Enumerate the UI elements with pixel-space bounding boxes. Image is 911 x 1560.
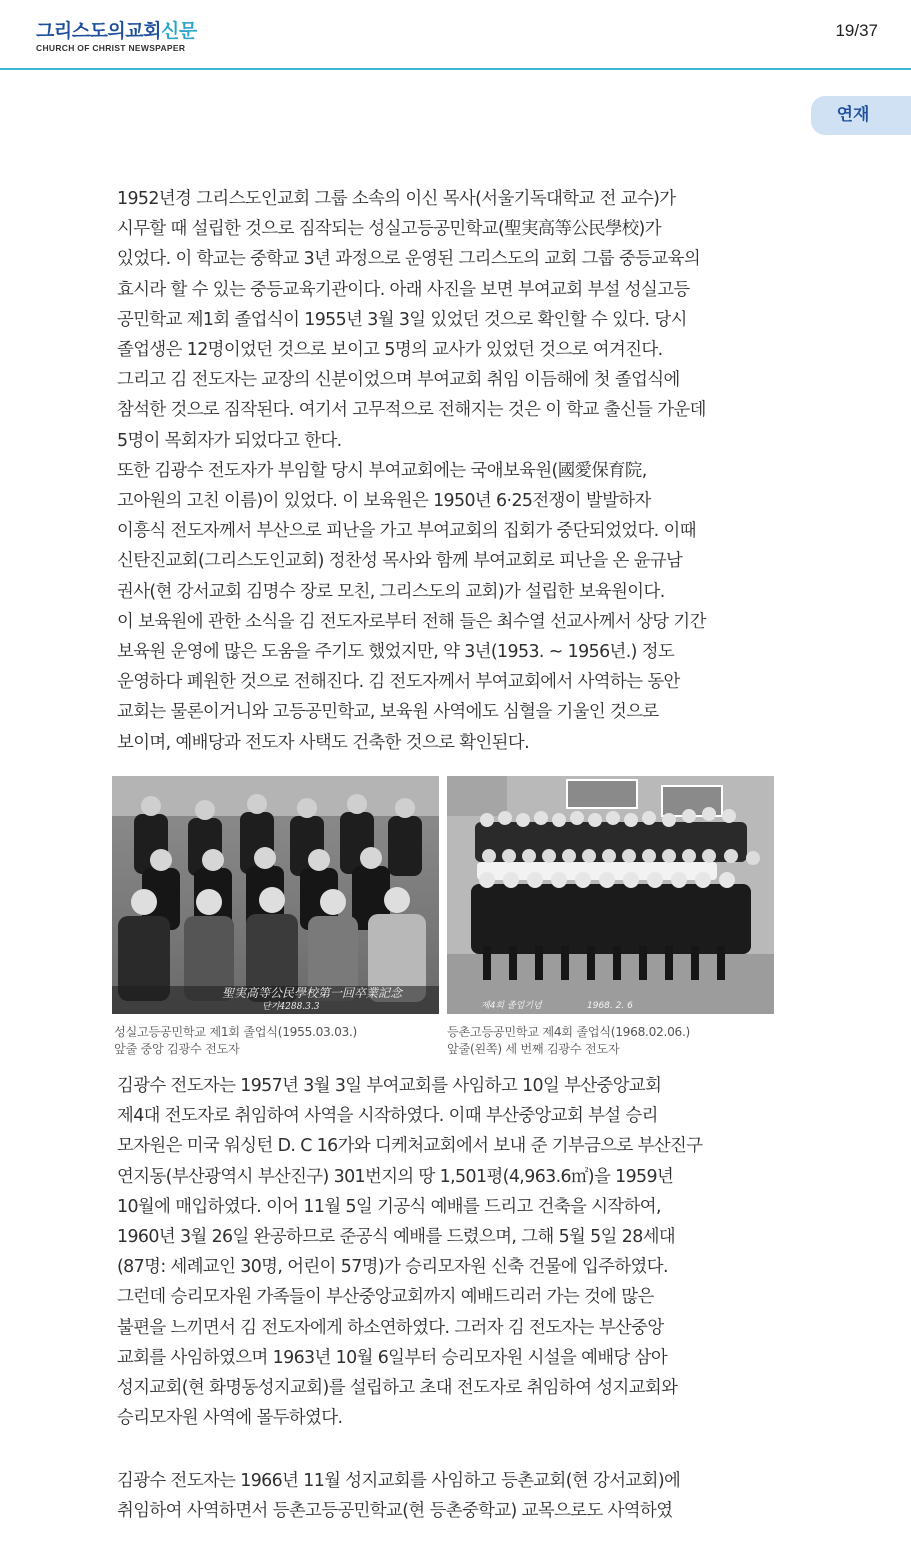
text-line: 보이며, 예배당과 전도자 사택도 건축한 것으로 확인된다.: [117, 732, 530, 753]
text-line: 보육원 운영에 많은 도움을 주기도 했었지만, 약 3년(1953. ~ 1956년.) 정도: [117, 642, 675, 663]
text-line: (87명: 세례교인 30명, 어린이 57명)가 승리모자원 신축 건물에 입주하였다.: [117, 1257, 668, 1278]
photo-1968-inscription: 제4회 졸업기념: [481, 1001, 542, 1011]
text-line: 이흥식 전도자께서 부산으로 피난을 가고 부여교회의 집회가 중단되었었다. 이때: [117, 521, 696, 542]
text-line: 그리고 김 전도자는 교장의 신분이었으며 부여교회 취임 이듬해에 첫 졸업식에: [117, 370, 680, 391]
logo-title-part1: 그리스도의교회: [36, 20, 161, 42]
text-line: 신탄진교회(그리스도인교회) 정찬성 목사와 함께 부여교회로 피난을 온 윤규남: [117, 551, 683, 572]
article-paragraph-2: [117, 1071, 807, 1433]
photo-1968-inscription-date: 1968. 2. 6: [587, 1001, 633, 1011]
text-line: 연지동(부산광역시 부산진구) 301번지의 땅 1,501평(4,963.6㎡)을 1959년: [117, 1166, 674, 1187]
text-line: 이 보육원에 관한 소식을 김 전도자로부터 전해 들은 최수열 선교사께서 상당 기간: [117, 611, 706, 632]
text-line: 불편을 느끼면서 김 전도자에게 하소연하였다. 그러자 김 전도자는 부산중앙: [117, 1317, 664, 1338]
text-line: 고아원의 고친 이름)이 있었다. 이 보육원은 1950년 6·25전쟁이 발발하자: [117, 491, 651, 512]
text-line: 제4대 전도자로 취임하여 사역을 시작하였다. 이때 부산중앙교회 부설 승리: [117, 1106, 658, 1127]
text-line: 교회는 물론이거니와 고등공민학교, 보육원 사역에도 심혈을 기울인 것으로: [117, 702, 659, 723]
photo-1955-caption: [114, 1024, 357, 1058]
text-line: 김광수 전도자는 1966년 11월 성지교회를 사임하고 등촌교회(현 강서교회)에: [117, 1471, 681, 1491]
caption-line: 앞줄 중앙 김광수 전도자: [114, 1042, 240, 1056]
text-line: 교회를 사임하였으며 1963년 10월 6일부터 승리모자원 시설을 예배당 삼아: [117, 1347, 668, 1368]
graduation-photo-1968: [447, 776, 774, 1014]
photo-1968-caption: [447, 1024, 690, 1058]
text-line: 성지교회(현 화명동성지교회)를 설립하고 초대 전도자로 취임하여 성지교회와: [117, 1378, 678, 1399]
page-header: [0, 0, 911, 70]
page-number: 19/37: [835, 21, 878, 40]
text-line: 참석한 것으로 짐작된다. 여기서 고무적으로 전해지는 것은 이 학교 출신들 가운데: [117, 400, 706, 421]
photo-1955-inscription-date: 단기4288.3.3: [262, 1002, 320, 1012]
text-line: 졸업생은 12명이었던 것으로 보이고 5명의 교사가 있었던 것으로 여겨진다.: [117, 340, 663, 361]
photo-1955-inscription: 聖実高等公民學校第一回卒業記念: [222, 986, 403, 1000]
photo-1968-drawing: [447, 776, 774, 1014]
text-line: 김광수 전도자는 1957년 3월 3일 부여교회를 사임하고 10일 부산중앙교회: [117, 1076, 662, 1096]
text-line: 또한 김광수 전도자가 부임할 당시 부여교회에는 국애보육원(國愛保育院,: [117, 460, 647, 481]
text-line: 공민학교 제1회 졸업식이 1955년 3월 3일 있었던 것으로 확인할 수 있다. 당시: [117, 309, 687, 330]
text-line: 시무할 때 설립한 것으로 짐작되는 성실고등공민학교(聖実高等公民學校)가: [117, 219, 661, 240]
section-tag: 연재: [811, 96, 911, 135]
logo-subtitle: CHURCH OF CHRIST NEWSPAPER: [36, 43, 186, 53]
text-line: 1952년경 그리스도인교회 그룹 소속의 이신 목사(서울기독대학교 전 교수)가: [117, 189, 676, 209]
text-line: 1960년 3월 26일 완공하므로 준공식 예배를 드렸으며, 그해 5월 5일 28세대: [117, 1227, 676, 1248]
article-paragraph-1: [117, 184, 807, 758]
article-paragraph-3: [117, 1466, 807, 1526]
caption-line: 성실고등공민학교 제1회 졸업식(1955.03.03.): [114, 1025, 358, 1039]
text-line: 그런데 승리모자원 가족들이 부산중앙교회까지 예배드리러 가는 것에 많은: [117, 1287, 654, 1308]
text-line: 취임하여 사역하면서 등촌고등공민학교(현 등촌중학교) 교목으로도 사역하였: [117, 1501, 673, 1522]
text-line: 10월에 매입하였다. 이어 11월 5일 기공식 예배를 드리고 건축을 시작하여,: [117, 1196, 661, 1217]
photo-1955-drawing: [112, 776, 439, 1014]
caption-line: 등촌고등공민학교 제4회 졸업식(1968.02.06.): [447, 1025, 691, 1039]
caption-line: 앞줄(왼쪽) 세 번째 김광수 전도자: [447, 1042, 620, 1056]
graduation-photo-1955: [112, 776, 439, 1014]
text-line: 운영하다 폐원한 것으로 전해진다. 김 전도자께서 부여교회에서 사역하는 동안: [117, 672, 680, 693]
text-line: 모자원은 미국 워싱턴 D. C 16가와 디케처교회에서 보내 준 기부금으로 부산진구: [117, 1136, 703, 1157]
text-line: 효시라 할 수 있는 중등교육기관이다. 아래 사진을 보면 부여교회 부설 성실고등: [117, 279, 690, 300]
logo-title: [36, 20, 197, 42]
text-line: 있었다. 이 학교는 중학교 3년 과정으로 운영된 그리스도의 교회 그룹 중등교육의: [117, 249, 701, 270]
logo-title-part2: 신문: [160, 20, 197, 42]
text-line: 5명이 목회자가 되었다고 한다.: [117, 430, 342, 451]
newspaper-logo[interactable]: [36, 20, 197, 53]
text-line: 승리모자원 사역에 몰두하였다.: [117, 1408, 343, 1429]
text-line: 권사(현 강서교회 김명수 장로 모친, 그리스도의 교회)가 설립한 보육원이다.: [117, 581, 665, 602]
